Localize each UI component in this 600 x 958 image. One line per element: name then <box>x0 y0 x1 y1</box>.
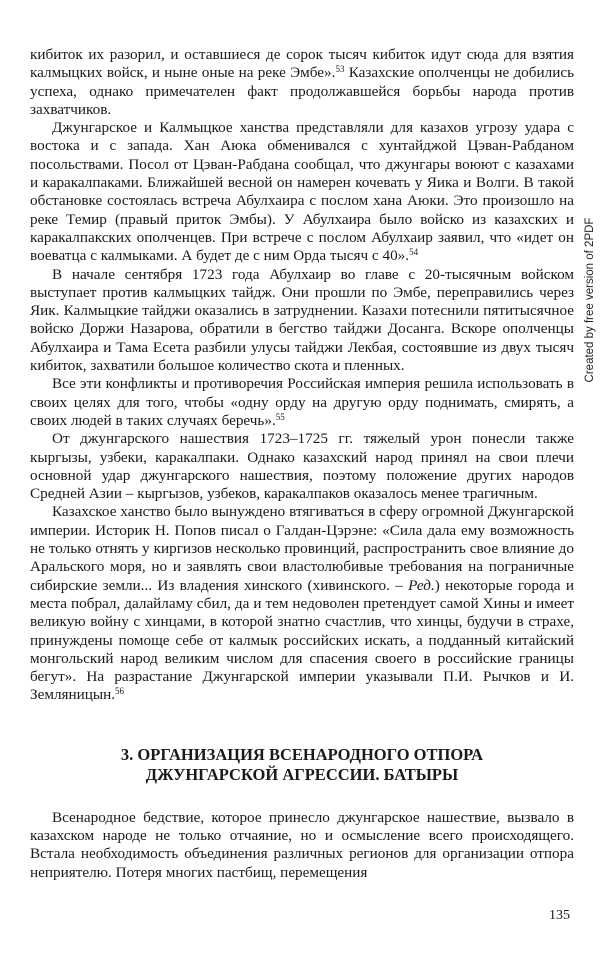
watermark <box>583 217 597 383</box>
footnote-54: 54 <box>409 247 419 258</box>
footnote-53: 53 <box>335 64 345 75</box>
section-heading-line-2: ДЖУНГАРСКОЙ АГРЕССИИ. БАТЫРЫ <box>145 764 459 784</box>
footnote-55: 55 <box>275 411 285 422</box>
paragraph-3: В начале сентября 1723 года Абулхаир во главе с 20-тысячным войском выступает против калмыцких тайдж. Они прошли по Эмбе, переправились через Яик. Калмыцкие тайджи оказались в затруднении. Казахи потеснили пятитысячное войско Доржи Назарова, обратили в бегство тайджи Досанга. Вскоре ополченцы Абулхаира и Тама Есета разбили улусы тайджи Лекбая, состоявшие из двух тысяч кибиток, захватили большое количество скота и пленных. <box>30 265 574 375</box>
section-heading-line-1: 3. ОРГАНИЗАЦИЯ ВСЕНАРОДНОГО ОТПОРА <box>120 744 484 764</box>
paragraph-2 <box>30 119 574 265</box>
editor-note: Ред. <box>408 576 435 594</box>
page-number: 135 <box>549 908 570 923</box>
paragraph-6-text: Казахское ханство было вынуждено втягиваться в сферу огромной Джунгарской империи. Историк Н. Попов писал о Галдан-Цэрэне: «Сила дала ему возможность не только отнять у киргизов несколько провинций, распространить свое влияние до Аральского моря, но и заявлять свои властолюбивые требования на пограничные сибирские земли... Из владения хинского (хивинского. – <box>30 503 574 594</box>
paragraph-1 <box>30 46 574 119</box>
watermark-text: Created by free version of 2PDF <box>584 217 596 383</box>
page-body <box>30 46 574 882</box>
footnote-56: 56 <box>115 686 125 697</box>
paragraph-5: От джунгарского нашествия 1723–1725 гг. тяжелый урон понесли также кыргызы, узбеки, каракалпаки. Однако казахский народ принял на свои плечи основной удар джунгарского нашествия, поэтому положение других народов Средней Азии – кыргызов, узбеков, каракалпаков оказалось менее трагичным. <box>30 430 574 503</box>
paragraph-4 <box>30 375 574 430</box>
paragraph-final: Всенародное бедствие, которое принесло джунгарское нашествие, вызвало в казахском народе не только отчаяние, но и осмысление всего происходящего. Встала необходимость объединения различных регионов для организации отпора неприятелю. Потеря многих пастбищ, перемещения <box>30 808 574 881</box>
section-heading <box>30 745 574 785</box>
paragraph-2-text: Джунгарское и Калмыцкое ханства представляли для казахов угрозу удара с востока и с запада. Хан Аюка обменивался с хунтайджой Цэван-Рабданом посольствами. Посол от Цэван-Рабдана сообщал, что джунгары воюют с казахами и каракалпаками. Ближайшей весной он намерен кочевать у Яика и Волги. В такой обстановке состоялась встреча Абулхаира с послом хана Аюки. Это произошло на реке Темир (правый приток Эмбы). У Абулхаира было войско из казахских и каракалпакских ополченцев. При встрече с послом Абулхаир заявил, что «идет он воеватца с калмыками. А будет де с ним Орда тысяч с 40». <box>30 119 574 265</box>
paragraph-6 <box>30 503 574 704</box>
paragraph-1-continuation: Казахские ополченцы не добились успеха, однако примечателен факт продолжавшейся борьбы народа против захватчиков. <box>30 64 574 118</box>
paragraph-4-text: Все эти конфликты и противоречия Российская империя решила использовать в своих целях для того, чтобы «одну орду на другую орду поднимать, смирять, а своих людей в таких случаях беречь». <box>30 375 574 429</box>
paragraph-1-text: кибиток их разорил, и оставшиеся де сорок тысяч кибиток идут сюда для взятия калмыцких войск, и ныне оные на реке Эмбе». <box>30 46 574 82</box>
paragraph-6-continuation: ) некоторые города и места побрал, далайламу сбил, да и тем недоволен претендует самой Хины и имеет великую войну с хинцами, в которой знатно счастлив, что хинцы, будучи в страхе, принуждены помоще себе от калмык российских искать, а подданный китайский монгольский народ великим числом для спасения своего в российские границы бегут». На разрастание Джунгарской империи указывали П.И. Рычков и И. Земляницын. <box>30 576 574 704</box>
